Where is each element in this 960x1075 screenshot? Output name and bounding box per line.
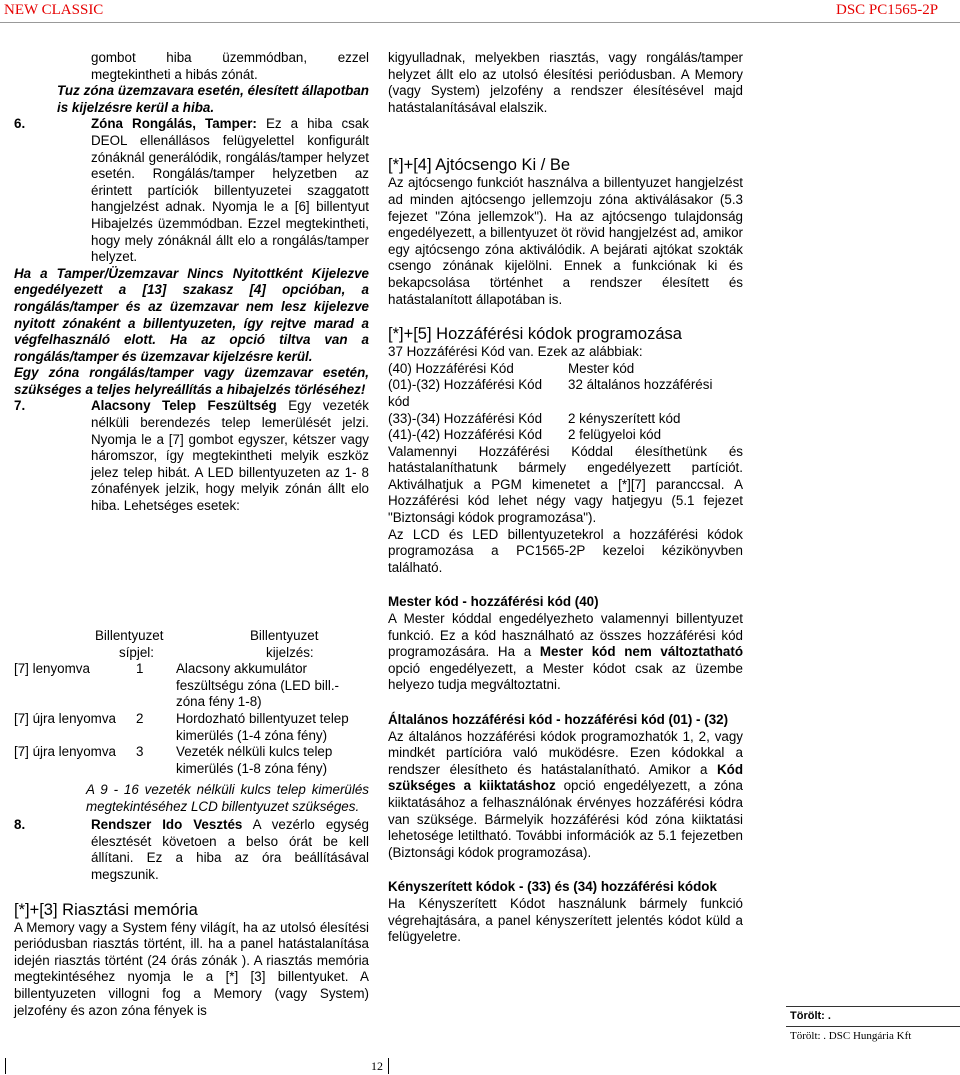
section-alarm-memory-title: [*]+[3] Riasztási memória	[14, 900, 198, 919]
codes-row: (40) Hozzáférési Kód Mester kód	[388, 360, 635, 376]
revision-note-2: Törölt: . DSC Hungária Kft	[786, 1026, 960, 1042]
master-code-title: Mester kód - hozzáférési kód (40)	[388, 594, 599, 610]
duress-code-text: Ha Kényszerített Kódot használunk bármely funkció végrehajtására, a panel kényszerített jelentés kódot küld a felügyeletre.	[388, 895, 743, 945]
item-6-number: 6.	[14, 116, 26, 132]
general-code-text: Az általános hozzáférési kódok programozhatók 1, 2, vagy mindkét partícióra való muködésre. Ezen kódokkal a rendszer élesítheto és hatástalanítható. Amikor a Kód szükséges a kiiktatáshoz opció engedélyezett, a zóna kiiktatásához a felhasználónak érvényes hozzáférési kódra van szüksége. Bármelyik hozzáférési kód zóna kiiktatási lehetosége letiltható. További információk az 5.1 fejezetben (Biztonsági kódok programozása).	[388, 728, 743, 860]
note-restore: Egy zóna rongálás/tamper vagy üzemzavar esetén, szükséges a teljes helyreállítás a hibajelzés törléséhez!	[14, 365, 369, 397]
codes-row: (41)-(42) Hozzáférési Kód 2 felügyeloi kód	[388, 427, 662, 443]
codes-text: Valamennyi Hozzáférési Kóddal élesíthetünk és hatástalaníthatunk bármely engedélyezett partíciót. Aktiválhatjuk a PGM kimenetet a [*][7] paranccsal. A Hozzáférési kód lehet négy vagy hatjegyu (5.1 fejezet "Biztonsági kódok programozása").	[388, 443, 743, 526]
codes-row: (33)-(34) Hozzáférési Kód 2 kényszerített kód	[388, 410, 681, 426]
table-row: [7] lenyomva 1 Alacsony akkumulátor	[14, 661, 307, 677]
battery-table: Billentyuzet Billentyuzet sípjel: kijelzés: [7] lenyomva 1 Alacsony akkumulátor feszültségu zóna (LED bill.- zóna fény 1-8) [7] újra lenyomva 2 Hordozható billentyuzet telep kimerülés (1-4 zóna fény) [7] újra lenyomva 3 Vezeték nélküli kulcs telep kimerülés (1-8 zóna fény)	[14, 628, 369, 777]
page-number: 12	[371, 1059, 383, 1073]
alarm-memory-text: A Memory vagy a System fény világít, ha az utolsó élesítési periódusban riasztás történt, ill. ha a panel hatástalanítása idején riasztás történt (24 órás zónák ). A riasztás memória megtekintéséhez nyomja le a [*] [3] billentyuket. A billentyuzeten villogni fog a Memory (vagy System) jelzofény és azon zóna fények is	[14, 919, 369, 1018]
margin-bar	[5, 1058, 6, 1074]
item-7-text: Alacsony Telep Feszültség Egy vezeték nélküli berendezés telep lemerülését jelzi. Nyomja le a [7] gombot egyszer, kétszer vagy háromszor, így megtekintheti melyik eszköz jelez telep hibát. A LED billentyuzeten az 1- 8 zónafények jelzik, hogy melyik zónán állt elo hiba. Lehetséges esetek:	[91, 398, 369, 514]
item-6-text: Zóna Rongálás, Tamper: Ez a hiba csak DEOL ellenállásos felügyelettel konfigurált zónáknál generálódik, rongálás/tamper helyzet esetén. Rongálás/tamper helyzetben az érintett partíciók billentyuzetei szaggatott hangjelzést adnak. Nyomja le a [6] billentyut Hibajelzés üzemmódban. Ezzel megtekintheti, hogy mely zónáknál állt elo a rongálás/tamper helyzet.	[91, 116, 369, 265]
table-row: [7] újra lenyomva 3 Vezeték nélküli kulcs telep	[14, 744, 333, 760]
section-door-chime-title: [*]+[4] Ajtócsengo Ki / Be	[388, 156, 571, 175]
codes-table	[388, 361, 743, 444]
table-header-display: Billentyuzet	[250, 628, 319, 643]
header-rule	[0, 22, 960, 23]
revision-note-1: Törölt: .	[786, 1006, 960, 1022]
item-7-number: 7.	[14, 398, 26, 414]
left-column	[14, 50, 369, 515]
master-code-text: A Mester kóddal engedélyezheto valamennyi billentyuzet funkció. Ez a kód használható az összes hozzáférési kód programozására. Ha a Mester kód nem változtatható opció engedélyezett, a Mester kódot csak az üzembe helyezo tudja megváltoztatni.	[388, 611, 744, 693]
codes-intro: 37 Hozzáférési Kód van. Ezek az alábbiak:	[388, 344, 643, 360]
general-code-title: Általános hozzáférési kód - hozzáférési kód (01) - (32)	[388, 712, 729, 727]
section-access-codes-title: [*]+[5] Hozzáférési kódok programozása	[388, 325, 682, 344]
lcd-text: Az LCD és LED billentyuzetekrol a hozzáférési kódok programozása a PC1565-2P kezeloi kézikönyvben található.	[388, 526, 743, 575]
tamper-note: Tuz zóna üzemzavara esetén, élesített állapotban is kijelzésre kerül a hiba.	[57, 83, 369, 115]
right-column	[388, 50, 743, 946]
keyfob-note: A 9 - 16 vezeték nélküli kulcs telep kimerülés megtekintéséhez LCD billentyuzet szükséges.	[86, 782, 369, 814]
page-header	[0, 0, 960, 22]
door-chime-text: Az ajtócsengo funkciót használva a billentyuzet hangjelzést ad minden ajtócsengo jellemzoju zóna aktiválásakor (5.3 fejezet "Zóna jellemzok"). Ha az ajtócsengo tulajdonság engedélyezett, a billentyuzet öt rövid hangjelzést ad, amikor egy ajtócsengo zóna aktiválódik. A bejárati ajtókat szokták csengo zónának kijelölni. Ennek a funkciónak ki és bekapcsolása történhet a rendszer élesített és hatástalanított állapotában is.	[388, 175, 743, 307]
margin-bar	[388, 1058, 389, 1074]
header-left: NEW CLASSIC	[4, 2, 104, 18]
duress-code-title: Kényszerített kódok - (33) és (34) hozzáférési kódok	[388, 879, 717, 895]
codes-row: (01)-(32) Hozzáférési Kód 32 általános hozzáférési	[388, 377, 713, 393]
intro-text: gombot hiba üzemmódban, ezzel megtekintheti a hibás zónát.	[91, 50, 369, 82]
table-header-beeps-2: sípjel:	[119, 644, 154, 660]
item-8-number: 8.	[14, 817, 26, 833]
note-tamper-option: Ha a Tamper/Üzemzavar Nincs Nyitottként Kijelezve engedélyezett a [13] szakasz [4] opcióban, a rongálás/tamper és az üzemzavar nem lesz kijelezve nyitott zónaként a billentyuzeten, így rejtve marad a végfelhasználó elott. Ha az opció tiltva van a rongálás/tamper és üzemzavar kijelzésre kerül.	[14, 265, 369, 364]
table-header-display-2: kijelzés:	[266, 644, 314, 660]
header-right: DSC PC1565-2P	[836, 2, 939, 18]
item-8-text: Rendszer Ido Vesztés A vezérlo egység élesztését követoen a belso órát be kell állítani. Ez a hiba az óra beállításával megszunik.	[91, 817, 369, 882]
table-header-beeps: Billentyuzet	[95, 628, 164, 643]
memory-continued-text: kigyulladnak, melyekben riasztás, vagy rongálás/tamper helyzet állt elo az utolsó élesítési periódusban. A Memory (vagy System) jelzofény a rendszer élesítésével majd hatástalanításával elalszik.	[388, 50, 743, 115]
codes-row: kód	[388, 393, 410, 409]
table-row: [7] újra lenyomva 2 Hordozható billentyuzet telep	[14, 710, 349, 726]
left-column-lower	[14, 782, 369, 1019]
